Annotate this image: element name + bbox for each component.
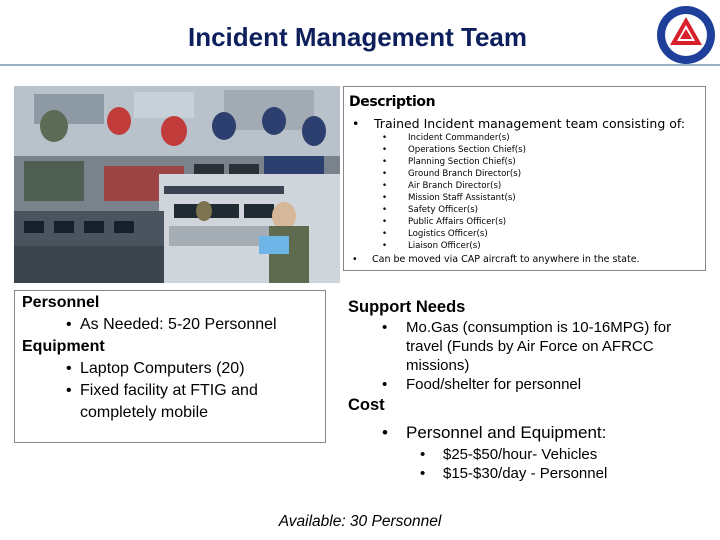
- civil-air-patrol-logo: [655, 4, 717, 66]
- personnel-equipment-panel: [14, 290, 326, 443]
- list-item: • Liaison Officer(s): [382, 241, 481, 251]
- list-item: • Fixed facility at FTIG and completely mobile: [66, 382, 258, 421]
- personnel-heading: Personnel: [22, 294, 100, 311]
- equipment-heading: Equipment: [22, 338, 105, 355]
- list-item: • Incident Commander(s): [382, 133, 510, 143]
- list-item: • Safety Officer(s): [382, 205, 479, 215]
- title-divider: [0, 64, 720, 66]
- availability-footer: Available: 30 Personnel: [278, 513, 442, 530]
- list-item: • Public Affairs Officer(s): [382, 217, 507, 227]
- list-item: • Ground Branch Director(s): [382, 169, 522, 179]
- list-item: • Personnel and Equipment:: [382, 423, 607, 442]
- photo-collage: [14, 86, 340, 283]
- description-heading: Description: [349, 94, 436, 110]
- role-list: [382, 132, 526, 252]
- list-item: • Planning Section Chief(s): [382, 157, 516, 167]
- list-item: • Air Branch Director(s): [382, 181, 502, 191]
- description-main-text: Trained Incident management team consisting of:: [374, 116, 686, 131]
- cost-heading: Cost: [348, 396, 385, 414]
- list-item: • Food/shelter for personnel: [382, 376, 582, 393]
- list-item: • As Needed: 5-20 Personnel: [66, 316, 277, 333]
- page-title: Incident Management Team: [187, 22, 528, 52]
- description-second-bullet: • Can be moved via CAP aircraft to anywhere in the state.: [352, 254, 640, 265]
- list-item: • $15-$30/day - Personnel: [420, 465, 608, 482]
- description-second-text: Can be moved via CAP aircraft to anywhere in the state.: [372, 254, 640, 265]
- support-cost-section: [348, 296, 708, 483]
- list-item: • Logistics Officer(s): [382, 229, 488, 239]
- description-main-bullet: [352, 116, 685, 131]
- list-item: • Operations Section Chief(s): [382, 145, 526, 155]
- list-item: • $25-$50/hour- Vehicles: [420, 446, 598, 463]
- list-item: • Mission Staff Assistant(s): [382, 193, 516, 203]
- description-panel: [343, 86, 706, 271]
- list-item: • Laptop Computers (20): [66, 360, 245, 377]
- list-item: • Mo.Gas (consumption is 10-16MPG) for travel (Funds by Air Force on AFRCC missions): [382, 319, 672, 374]
- bullet-marker: •: [352, 116, 360, 131]
- support-heading: Support Needs: [348, 298, 466, 316]
